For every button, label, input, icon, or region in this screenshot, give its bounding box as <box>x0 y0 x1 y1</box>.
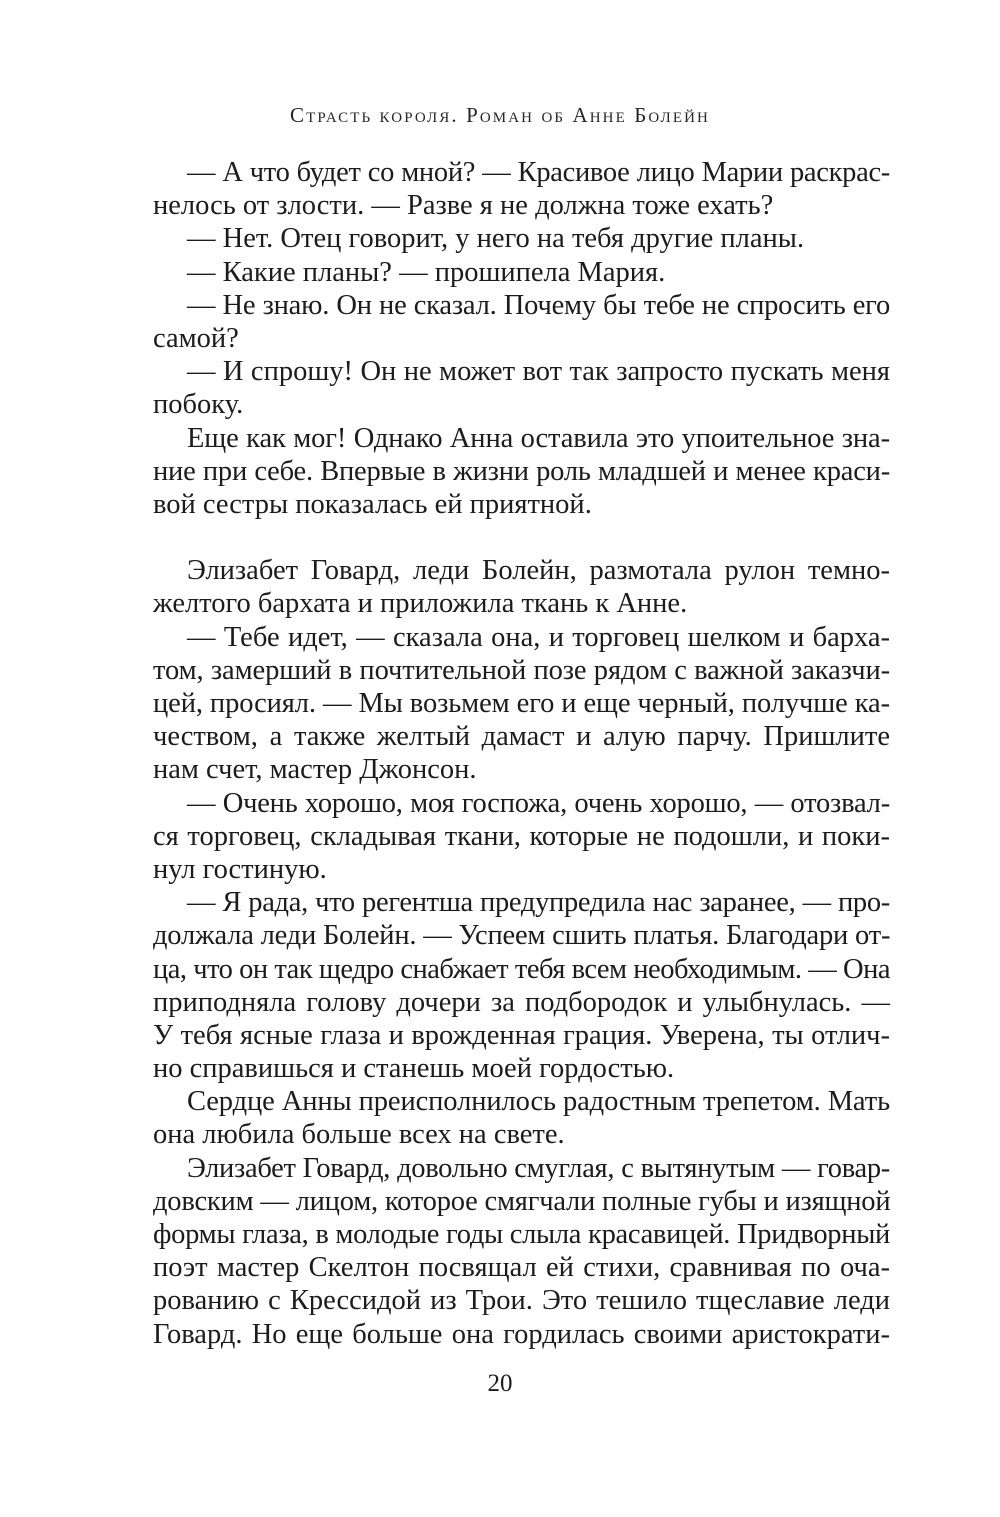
text-line: поэт мастер Скелтон посвящал ей стихи, сравнивая по оча- <box>153 1252 890 1284</box>
text-line: Элизабет Говард, леди Болейн, размотала рулон темно- <box>187 555 890 587</box>
text-line: Сердце Анны преисполнилось радостным трепетом. Мать <box>187 1086 890 1118</box>
text-line: цей, просиял. — Мы возьмем его и еще черный, получше ка- <box>153 688 890 719</box>
text-line: — И спрошу! Он не может вот так запросто пускать меня <box>187 356 890 388</box>
text-line: Элизабет Говард, довольно смуглая, с вытянутым — говар- <box>187 1152 890 1184</box>
text-line: побоку. <box>153 389 244 421</box>
text-line: желтого бархата и приложила ткань к Анне. <box>153 588 688 620</box>
body-text <box>153 156 890 1351</box>
text-line: — Не знаю. Он не сказал. Почему бы тебе не спросить его <box>187 289 890 321</box>
text-line: нул гостиную. <box>153 853 327 885</box>
text-line: Еще как мог! Однако Анна оставила это упоительное зна- <box>187 422 890 454</box>
text-line: — А что будет со мной? — Красивое лицо Марии раскрас- <box>187 157 890 188</box>
text-line: она любила больше всех на свете. <box>153 1119 565 1151</box>
text-line: рованию с Крессидой из Трои. Это тешило тщеславие леди <box>153 1285 890 1317</box>
section-break <box>153 521 890 554</box>
running-head: Страсть короля. Роман об Анне Болейн <box>290 103 710 127</box>
text-line: — Я рада, что регентша предупредила нас заранее, — про- <box>187 887 890 919</box>
text-line: том, замерший в почтительной позе рядом с важной заказчи- <box>153 654 890 686</box>
text-line: — Тебе идет, — сказала она, и торговец шелком и барха- <box>187 621 890 653</box>
text-line: должала леди Болейн. — Успеем сшить платья. Благодари от- <box>153 920 891 952</box>
page-number: 20 <box>487 1370 513 1397</box>
text-line: — Нет. Отец говорит, у него на тебя другие планы. <box>187 223 805 255</box>
text-line: ся торговец, складывая ткани, которые не подошли, и поки- <box>153 820 890 852</box>
text-line: приподняла голову дочери за подбородок и улыбнулась. — <box>153 986 890 1018</box>
text-line: Говард. Но еще больше она гордилась своими аристократи- <box>153 1318 890 1350</box>
text-line: У тебя ясные глаза и врожденная грация. Уверена, ты отлич- <box>153 1019 890 1051</box>
text-line: нам счет, мастер Джонсон. <box>153 754 477 786</box>
text-line: ние при себе. Впервые в жизни роль младшей и менее краси- <box>153 455 890 487</box>
text-line: довским — лицом, которое смягчали полные губы и изящной <box>153 1185 891 1217</box>
text-line: чеством, а также желтый дамаст и алую парчу. Пришлите <box>153 721 890 753</box>
text-line: но справишься и станешь моей гордостью. <box>153 1053 675 1085</box>
text-line: вой сестры показалась ей приятной. <box>153 488 592 520</box>
text-line: формы глаза, в молодые годы слыла красавицей. Придворный <box>153 1219 890 1250</box>
text-line: — Очень хорошо, моя госпожа, очень хорошо, — отозвал- <box>187 787 890 819</box>
text-line: самой? <box>153 322 239 354</box>
text-line: ца, что он так щедро снабжает тебя всем необходимым. — Она <box>153 953 890 985</box>
text-line: — Какие планы? — прошипела Мария. <box>187 256 666 288</box>
text-line: нелось от злости. — Разве я не должна тоже ехать? <box>153 190 774 222</box>
